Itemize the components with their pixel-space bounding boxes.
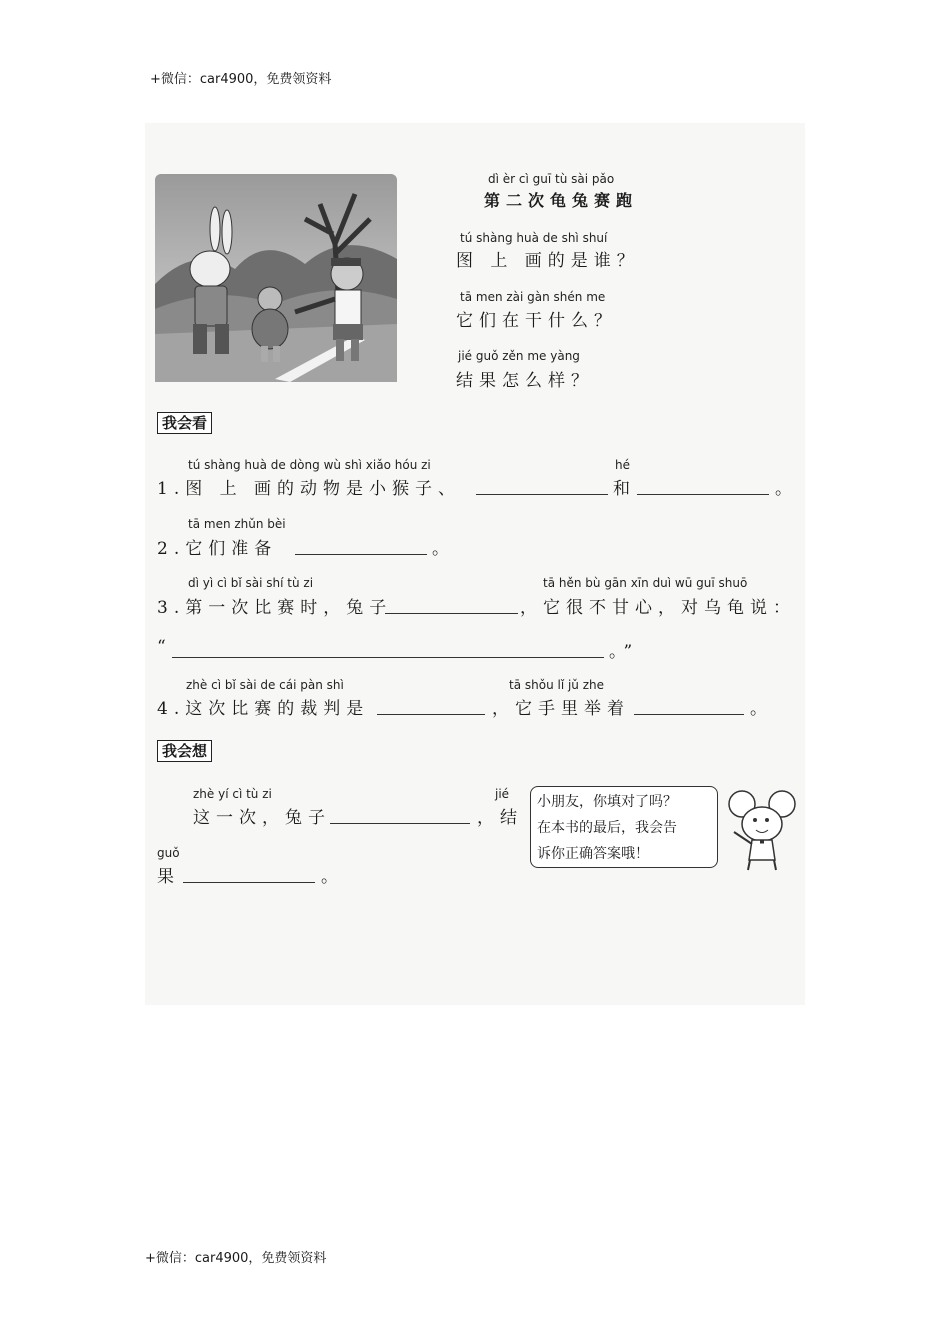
q1-blank-2[interactable]	[637, 480, 769, 495]
bubble-line-2: 在本书的最后，我会告	[537, 820, 677, 836]
think-pinyin-a: zhè yí cì tù zi	[193, 787, 272, 801]
intro-q2-pinyin: tā men zài gàn shén me	[460, 290, 606, 304]
section-look-label: 我会看	[157, 412, 212, 434]
q4-text-b: ，它手里举着	[492, 699, 630, 719]
think-blank-2[interactable]	[183, 868, 315, 883]
q2-pinyin: tā men zhǔn bèi	[188, 517, 286, 531]
think-pinyin-b: jié	[495, 787, 510, 801]
bubble-line-3: 诉你正确答案哦！	[537, 846, 649, 862]
think-text-a: 这一次，兔子	[193, 808, 331, 828]
q3-pinyin-b: tā hěn bù gān xīn duì wū guī shuō	[543, 576, 748, 590]
intro-q3-pinyin: jié guǒ zěn me yàng	[458, 349, 580, 363]
q4-blank-2[interactable]	[634, 700, 744, 715]
q4-text-a: 4.这次比赛的裁判是	[157, 699, 370, 719]
think-end: 。	[321, 867, 344, 887]
think-text-b: ，结	[477, 808, 523, 828]
title-pinyin: dì èr cì guī tù sài pǎo	[488, 172, 615, 186]
intro-q1-text: 图 上 画的是谁？	[456, 251, 640, 271]
q2-end: 。	[432, 539, 455, 559]
q3-text-a: 3.第一次比赛时，兔子	[157, 598, 393, 618]
q4-pinyin-b: tā shǒu lǐ jǔ zhe	[509, 678, 605, 692]
intro-q3-text: 结果怎么样？	[456, 371, 594, 391]
bubble-line-1: 小朋友，你填对了吗？	[537, 794, 677, 810]
q2-text: 2.它们准备	[157, 539, 278, 559]
header-note: +微信：car4900，免费领资料	[150, 72, 332, 87]
q1-he: 和	[613, 479, 636, 499]
q1-end: 。	[775, 479, 798, 499]
intro-q2-text: 它们在干什么？	[456, 311, 617, 331]
q4-end: 。	[750, 699, 773, 719]
q3-text-b: ，它很不甘心，对乌龟说：	[520, 598, 796, 618]
page-title: 第二次龟兔赛跑	[484, 191, 639, 210]
q1-text: 1.图 上 画的动物是小猴子、	[157, 479, 462, 499]
speech-bubble	[530, 786, 718, 868]
q1-pinyin-he: hé	[615, 458, 630, 472]
q3-quote-open: “	[157, 637, 172, 657]
q4-pinyin-a: zhè cì bǐ sài de cái pàn shì	[186, 678, 344, 692]
mouse-mascot-icon	[720, 788, 798, 872]
footer-note: +微信：car4900，免费领资料	[145, 1251, 327, 1266]
q3-blank-2[interactable]	[172, 643, 604, 658]
think-text-c: 果	[157, 867, 180, 887]
q3-quote-close: 。”	[609, 642, 639, 662]
intro-q1-pinyin: tú shàng huà de shì shuí	[460, 231, 608, 245]
story-illustration	[155, 174, 397, 382]
q2-blank[interactable]	[295, 540, 427, 555]
q4-blank-1[interactable]	[377, 700, 485, 715]
think-pinyin-c: guǒ	[157, 846, 180, 860]
q3-pinyin-a: dì yì cì bǐ sài shí tù zi	[188, 576, 314, 590]
think-blank-1[interactable]	[330, 809, 470, 824]
q1-pinyin: tú shàng huà de dòng wù shì xiǎo hóu zi	[188, 458, 431, 472]
section-think-label: 我会想	[157, 740, 212, 762]
q3-blank-1[interactable]	[385, 599, 518, 614]
q1-blank-1[interactable]	[476, 480, 608, 495]
